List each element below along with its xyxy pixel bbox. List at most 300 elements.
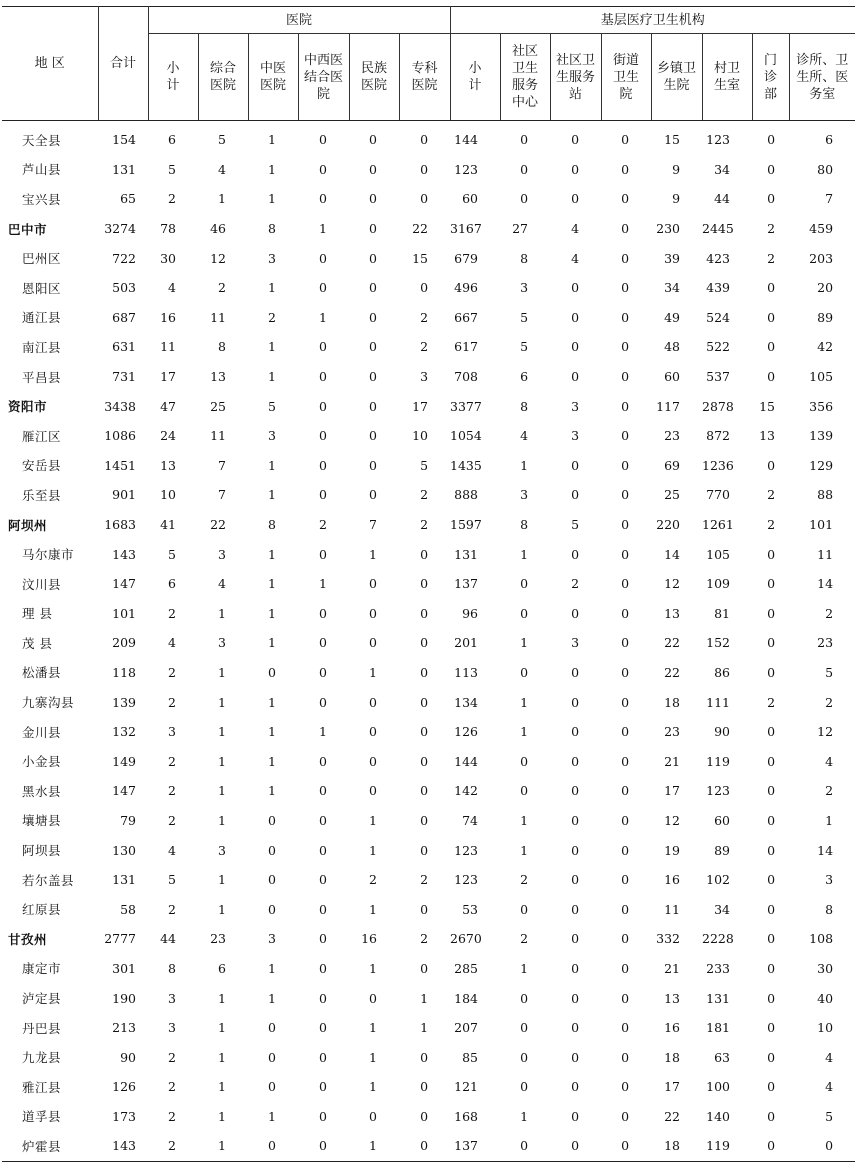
header-clinics: 诊所、卫生所、医务室 (789, 34, 855, 121)
cell-community-center: 1 (520, 546, 529, 562)
cell-tcm-hospital: 1 (268, 724, 276, 740)
region-name-cell: 茂 县 (22, 635, 53, 651)
cell-street-health-center: 0 (621, 487, 630, 503)
cell-specialty-hospital: 0 (420, 1108, 429, 1124)
region-name-cell: 黑水县 (22, 783, 62, 799)
cell-street-health-center: 0 (621, 960, 630, 976)
cell-clinics: 2 (825, 605, 834, 621)
cell-clinics: 30 (817, 960, 834, 976)
cell-township-health-center: 39 (664, 250, 681, 266)
cell-street-health-center: 0 (621, 221, 630, 237)
cell-specialty-hospital: 22 (412, 221, 429, 237)
cell-tcm-hospital: 0 (268, 664, 276, 680)
cell-community-station: 3 (571, 428, 580, 444)
cell-village-clinic: 111 (706, 694, 731, 710)
cell-ethnic-hospital: 0 (369, 605, 377, 621)
cell-street-health-center: 0 (621, 191, 630, 207)
cell-ethnic-hospital: 1 (369, 546, 377, 562)
cell-community-center: 1 (520, 457, 529, 473)
cell-hospital-subtotal: 2 (168, 1108, 176, 1124)
table-row (2, 954, 855, 984)
cell-community-station: 0 (571, 872, 580, 888)
cell-township-health-center: 18 (664, 694, 681, 710)
table-row (2, 776, 855, 806)
cell-hospital-subtotal: 2 (168, 1049, 176, 1065)
region-name-cell: 南江县 (22, 339, 62, 355)
cell-community-center: 1 (520, 812, 529, 828)
cell-outpatient-dept: 0 (767, 457, 776, 473)
cell-village-clinic: 1261 (702, 517, 734, 533)
cell-outpatient-dept: 0 (767, 339, 776, 355)
cell-ethnic-hospital: 1 (369, 1079, 377, 1095)
cell-community-center: 0 (520, 191, 529, 207)
cell-village-clinic: 524 (706, 309, 731, 325)
cell-community-station: 0 (571, 1108, 580, 1124)
cell-village-clinic: 123 (706, 132, 731, 148)
region-name-cell: 若尔盖县 (22, 872, 75, 888)
cell-specialty-hospital: 2 (420, 517, 429, 533)
cell-hospital-subtotal: 11 (160, 339, 176, 355)
cell-street-health-center: 0 (621, 842, 630, 858)
cell-community-station: 0 (571, 783, 580, 799)
cell-community-center: 1 (520, 960, 529, 976)
cell-community-station: 0 (571, 546, 580, 562)
cell-community-station: 0 (571, 132, 580, 148)
cell-community-station: 0 (571, 724, 580, 740)
cell-basic-subtotal: 285 (454, 960, 479, 976)
table-row (2, 894, 855, 924)
cell-clinics: 88 (817, 487, 834, 503)
cell-basic-subtotal: 3167 (450, 221, 482, 237)
cell-specialty-hospital: 1 (420, 990, 429, 1006)
region-name-cell: 乐至县 (22, 487, 62, 503)
cell-basic-subtotal: 123 (454, 161, 479, 177)
header-ethnic-hospital: 民族医院 (349, 34, 399, 121)
table-row (2, 1102, 855, 1132)
cell-general-hospital: 13 (210, 369, 226, 385)
cell-township-health-center: 17 (664, 1079, 681, 1095)
header-total: 合计 (98, 7, 148, 121)
region-name-cell: 宝兴县 (22, 191, 62, 207)
cell-total: 3274 (104, 221, 136, 237)
cell-outpatient-dept: 2 (767, 487, 776, 503)
cell-basic-subtotal: 1435 (450, 457, 482, 473)
cell-village-clinic: 537 (706, 369, 731, 385)
cell-ethnic-hospital: 1 (369, 1020, 377, 1036)
cell-clinics: 80 (817, 161, 834, 177)
cell-hospital-subtotal: 2 (168, 783, 176, 799)
region-name-cell: 安岳县 (22, 458, 62, 474)
cell-community-center: 27 (512, 221, 529, 237)
header-tcm-hospital: 中医医院 (248, 34, 298, 121)
cell-basic-subtotal: 142 (454, 783, 479, 799)
cell-street-health-center: 0 (621, 1108, 630, 1124)
cell-total: 503 (112, 280, 136, 296)
cell-township-health-center: 230 (656, 221, 681, 237)
cell-integrated-hospital: 0 (319, 1020, 327, 1036)
cell-general-hospital: 3 (218, 842, 226, 858)
cell-total: 65 (120, 191, 136, 207)
cell-community-center: 0 (520, 132, 529, 148)
cell-community-center: 8 (520, 398, 529, 414)
region-name-cell: 壤塘县 (22, 813, 62, 829)
cell-specialty-hospital: 0 (420, 1079, 429, 1095)
cell-ethnic-hospital: 0 (369, 635, 377, 651)
cell-total: 731 (112, 369, 136, 385)
cell-community-station: 0 (571, 1049, 580, 1065)
cell-hospital-subtotal: 2 (168, 812, 176, 828)
cell-community-center: 1 (520, 724, 529, 740)
cell-tcm-hospital: 1 (268, 339, 276, 355)
cell-specialty-hospital: 0 (420, 783, 429, 799)
region-name-cell: 巴州区 (22, 251, 62, 267)
cell-clinics: 105 (809, 369, 834, 385)
cell-street-health-center: 0 (621, 635, 630, 651)
cell-tcm-hospital: 0 (268, 901, 276, 917)
cell-community-center: 5 (520, 339, 529, 355)
cell-outpatient-dept: 15 (759, 398, 776, 414)
cell-general-hospital: 1 (218, 1108, 226, 1124)
table-row-city (2, 924, 855, 954)
cell-township-health-center: 17 (664, 783, 681, 799)
cell-community-center: 0 (520, 1020, 529, 1036)
cell-hospital-subtotal: 2 (168, 664, 176, 680)
table-row (2, 806, 855, 836)
cell-integrated-hospital: 0 (319, 546, 327, 562)
cell-outpatient-dept: 0 (767, 369, 776, 385)
cell-specialty-hospital: 0 (420, 753, 429, 769)
cell-ethnic-hospital: 0 (369, 221, 377, 237)
cell-general-hospital: 1 (218, 812, 226, 828)
cell-basic-subtotal: 60 (462, 191, 479, 207)
table-row (2, 273, 855, 303)
cell-basic-subtotal: 168 (454, 1108, 479, 1124)
cell-township-health-center: 25 (664, 487, 681, 503)
cell-hospital-subtotal: 6 (168, 132, 176, 148)
cell-general-hospital: 1 (218, 753, 226, 769)
cell-general-hospital: 22 (210, 517, 226, 533)
cell-community-station: 4 (571, 250, 580, 266)
cell-specialty-hospital: 0 (420, 635, 429, 651)
cell-street-health-center: 0 (621, 280, 630, 296)
cell-tcm-hospital: 1 (268, 161, 276, 177)
cell-street-health-center: 0 (621, 309, 630, 325)
cell-basic-subtotal: 131 (454, 546, 479, 562)
cell-outpatient-dept: 0 (767, 783, 776, 799)
cell-tcm-hospital: 1 (268, 280, 276, 296)
cell-specialty-hospital: 2 (420, 309, 429, 325)
cell-integrated-hospital: 0 (319, 694, 327, 710)
cell-ethnic-hospital: 0 (369, 457, 377, 473)
cell-outpatient-dept: 2 (767, 221, 776, 237)
region-name-cell: 资阳市 (8, 399, 48, 415)
cell-clinics: 1 (825, 812, 834, 828)
cell-hospital-subtotal: 13 (160, 457, 176, 473)
cell-hospital-subtotal: 4 (168, 842, 176, 858)
cell-clinics: 42 (817, 339, 834, 355)
cell-township-health-center: 23 (664, 724, 681, 740)
cell-basic-subtotal: 53 (462, 901, 479, 917)
cell-general-hospital: 11 (210, 309, 226, 325)
cell-specialty-hospital: 15 (412, 250, 429, 266)
cell-community-center: 6 (520, 369, 529, 385)
cell-ethnic-hospital: 1 (369, 1049, 377, 1065)
header-hospital-subtotal: 小计 (148, 34, 198, 121)
cell-integrated-hospital: 0 (319, 635, 327, 651)
cell-village-clinic: 123 (706, 783, 731, 799)
cell-street-health-center: 0 (621, 990, 630, 1006)
region-name-cell: 平昌县 (22, 369, 62, 385)
cell-total: 631 (112, 339, 136, 355)
cell-tcm-hospital: 1 (268, 783, 276, 799)
cell-village-clinic: 105 (706, 546, 731, 562)
cell-clinics: 14 (817, 576, 834, 592)
cell-street-health-center: 0 (621, 1138, 630, 1154)
cell-hospital-subtotal: 3 (168, 724, 176, 740)
cell-general-hospital: 1 (218, 901, 226, 917)
cell-specialty-hospital: 0 (420, 132, 429, 148)
cell-integrated-hospital: 0 (319, 664, 327, 680)
cell-village-clinic: 522 (706, 339, 731, 355)
cell-township-health-center: 117 (656, 398, 681, 414)
cell-specialty-hospital: 0 (420, 546, 429, 562)
cell-township-health-center: 18 (664, 1049, 681, 1065)
header-community-station: 社区卫生服务站 (550, 34, 601, 121)
cell-street-health-center: 0 (621, 931, 630, 947)
cell-street-health-center: 0 (621, 398, 630, 414)
region-name-cell: 阿坝州 (8, 517, 48, 533)
cell-village-clinic: 63 (714, 1049, 731, 1065)
cell-ethnic-hospital: 1 (369, 901, 377, 917)
cell-total: 209 (112, 635, 136, 651)
header-community-center: 社区卫生服务中心 (500, 34, 550, 121)
header-basic-group: 基层医疗卫生机构 (450, 7, 855, 34)
region-name-cell: 小金县 (22, 754, 62, 770)
cell-basic-subtotal: 708 (454, 369, 479, 385)
cell-specialty-hospital: 0 (420, 901, 429, 917)
cell-hospital-subtotal: 41 (160, 517, 176, 533)
cell-integrated-hospital: 0 (319, 398, 327, 414)
cell-street-health-center: 0 (621, 783, 630, 799)
cell-community-station: 0 (571, 161, 580, 177)
cell-hospital-subtotal: 3 (168, 990, 176, 1006)
cell-total: 130 (112, 842, 136, 858)
cell-clinics: 356 (809, 398, 834, 414)
cell-ethnic-hospital: 0 (369, 990, 377, 1006)
cell-total: 149 (112, 753, 136, 769)
cell-community-station: 0 (571, 280, 580, 296)
cell-clinics: 2 (825, 694, 834, 710)
cell-hospital-subtotal: 24 (160, 428, 176, 444)
cell-total: 147 (112, 576, 136, 592)
cell-general-hospital: 1 (218, 1138, 226, 1154)
cell-outpatient-dept: 0 (767, 191, 776, 207)
cell-ethnic-hospital: 0 (369, 576, 377, 592)
cell-general-hospital: 1 (218, 783, 226, 799)
cell-total: 2777 (104, 931, 136, 947)
cell-community-station: 0 (571, 990, 580, 1006)
cell-general-hospital: 4 (218, 576, 226, 592)
cell-specialty-hospital: 2 (420, 487, 429, 503)
table-row (2, 1042, 855, 1072)
cell-community-station: 0 (571, 309, 580, 325)
cell-hospital-subtotal: 2 (168, 605, 176, 621)
cell-outpatient-dept: 0 (767, 931, 776, 947)
header-outpatient-dept: 门诊部 (752, 34, 789, 121)
header-integrated-hospital: 中西医结合医院 (298, 34, 349, 121)
cell-tcm-hospital: 0 (268, 1020, 276, 1036)
region-name-cell: 雁江区 (22, 428, 62, 444)
cell-general-hospital: 46 (210, 221, 226, 237)
cell-township-health-center: 16 (664, 872, 681, 888)
cell-village-clinic: 102 (706, 872, 731, 888)
cell-clinics: 5 (825, 664, 834, 680)
cell-street-health-center: 0 (621, 901, 630, 917)
cell-street-health-center: 0 (621, 517, 630, 533)
cell-general-hospital: 6 (218, 960, 226, 976)
cell-street-health-center: 0 (621, 1079, 630, 1095)
table-row (2, 865, 855, 895)
cell-outpatient-dept: 0 (767, 309, 776, 325)
cell-general-hospital: 3 (218, 546, 226, 562)
cell-clinics: 4 (825, 753, 834, 769)
cell-ethnic-hospital: 0 (369, 250, 377, 266)
cell-clinics: 14 (817, 842, 834, 858)
cell-integrated-hospital: 1 (319, 576, 327, 592)
cell-ethnic-hospital: 1 (369, 812, 377, 828)
cell-total: 90 (120, 1049, 136, 1065)
cell-community-center: 0 (520, 605, 529, 621)
table-header (2, 7, 855, 121)
cell-village-clinic: 181 (706, 1020, 731, 1036)
table-row (2, 1072, 855, 1102)
cell-hospital-subtotal: 78 (160, 221, 176, 237)
cell-ethnic-hospital: 0 (369, 724, 377, 740)
cell-integrated-hospital: 0 (319, 812, 327, 828)
cell-total: 118 (112, 664, 136, 680)
cell-ethnic-hospital: 16 (361, 931, 377, 947)
cell-basic-subtotal: 96 (462, 605, 479, 621)
cell-specialty-hospital: 0 (420, 664, 429, 680)
cell-ethnic-hospital: 0 (369, 161, 377, 177)
header-specialty-hospital: 专科医院 (399, 34, 450, 121)
cell-clinics: 203 (809, 250, 834, 266)
cell-outpatient-dept: 0 (767, 990, 776, 1006)
cell-community-center: 0 (520, 901, 529, 917)
cell-community-center: 0 (520, 1138, 529, 1154)
cell-tcm-hospital: 1 (268, 605, 276, 621)
cell-specialty-hospital: 0 (420, 605, 429, 621)
cell-ethnic-hospital: 0 (369, 398, 377, 414)
cell-village-clinic: 119 (706, 1138, 731, 1154)
cell-tcm-hospital: 0 (268, 812, 276, 828)
cell-street-health-center: 0 (621, 1049, 630, 1065)
cell-integrated-hospital: 0 (319, 132, 327, 148)
cell-ethnic-hospital: 0 (369, 753, 377, 769)
cell-general-hospital: 1 (218, 1049, 226, 1065)
table-row-city (2, 510, 855, 540)
cell-community-station: 0 (571, 1079, 580, 1095)
table-body (2, 121, 855, 1162)
cell-general-hospital: 7 (218, 487, 226, 503)
cell-general-hospital: 25 (210, 398, 226, 414)
cell-basic-subtotal: 74 (462, 812, 479, 828)
region-name-cell: 金川县 (22, 724, 62, 740)
cell-township-health-center: 21 (664, 753, 681, 769)
cell-community-station: 0 (571, 191, 580, 207)
cell-general-hospital: 1 (218, 191, 226, 207)
cell-outpatient-dept: 0 (767, 901, 776, 917)
header-basic-subtotal: 小计 (450, 34, 500, 121)
table-row-city (2, 214, 855, 244)
cell-tcm-hospital: 1 (268, 369, 276, 385)
cell-specialty-hospital: 1 (420, 1020, 429, 1036)
cell-integrated-hospital: 0 (319, 901, 327, 917)
cell-specialty-hospital: 3 (420, 369, 429, 385)
cell-ethnic-hospital: 7 (369, 517, 377, 533)
cell-ethnic-hospital: 0 (369, 132, 377, 148)
cell-street-health-center: 0 (621, 694, 630, 710)
cell-basic-subtotal: 113 (454, 664, 479, 680)
cell-clinics: 459 (809, 221, 834, 237)
region-name-cell: 康定市 (22, 961, 62, 977)
cell-general-hospital: 7 (218, 457, 226, 473)
cell-street-health-center: 0 (621, 753, 630, 769)
cell-township-health-center: 22 (664, 1108, 681, 1124)
cell-specialty-hospital: 0 (420, 576, 429, 592)
region-name-cell: 炉霍县 (22, 1138, 62, 1154)
region-name-cell: 九龙县 (22, 1050, 62, 1066)
cell-clinics: 20 (817, 280, 834, 296)
cell-clinics: 129 (809, 457, 834, 473)
cell-community-station: 0 (571, 694, 580, 710)
cell-village-clinic: 86 (714, 664, 731, 680)
cell-village-clinic: 439 (706, 280, 731, 296)
cell-village-clinic: 34 (714, 901, 731, 917)
region-name-cell: 道孚县 (22, 1109, 62, 1125)
cell-community-center: 0 (520, 783, 529, 799)
header-region: 地 区 (2, 7, 98, 121)
cell-village-clinic: 872 (706, 428, 731, 444)
cell-village-clinic: 2878 (702, 398, 734, 414)
cell-total: 213 (112, 1020, 136, 1036)
cell-street-health-center: 0 (621, 546, 630, 562)
cell-general-hospital: 23 (210, 931, 226, 947)
cell-general-hospital: 11 (210, 428, 226, 444)
cell-hospital-subtotal: 3 (168, 1020, 176, 1036)
cell-basic-subtotal: 184 (454, 990, 479, 1006)
cell-specialty-hospital: 0 (420, 1049, 429, 1065)
cell-clinics: 3 (825, 872, 834, 888)
cell-general-hospital: 1 (218, 694, 226, 710)
table-row (2, 451, 855, 481)
cell-street-health-center: 0 (621, 457, 630, 473)
cell-township-health-center: 13 (664, 990, 681, 1006)
cell-township-health-center: 60 (664, 369, 681, 385)
cell-integrated-hospital: 1 (319, 309, 327, 325)
cell-street-health-center: 0 (621, 132, 630, 148)
cell-integrated-hospital: 0 (319, 783, 327, 799)
cell-village-clinic: 131 (706, 990, 731, 1006)
cell-specialty-hospital: 0 (420, 1138, 429, 1154)
cell-street-health-center: 0 (621, 369, 630, 385)
cell-township-health-center: 15 (664, 132, 681, 148)
region-name-cell: 汶川县 (22, 576, 62, 592)
cell-township-health-center: 22 (664, 635, 681, 651)
cell-general-hospital: 1 (218, 724, 226, 740)
cell-tcm-hospital: 0 (268, 1049, 276, 1065)
cell-tcm-hospital: 0 (268, 872, 276, 888)
